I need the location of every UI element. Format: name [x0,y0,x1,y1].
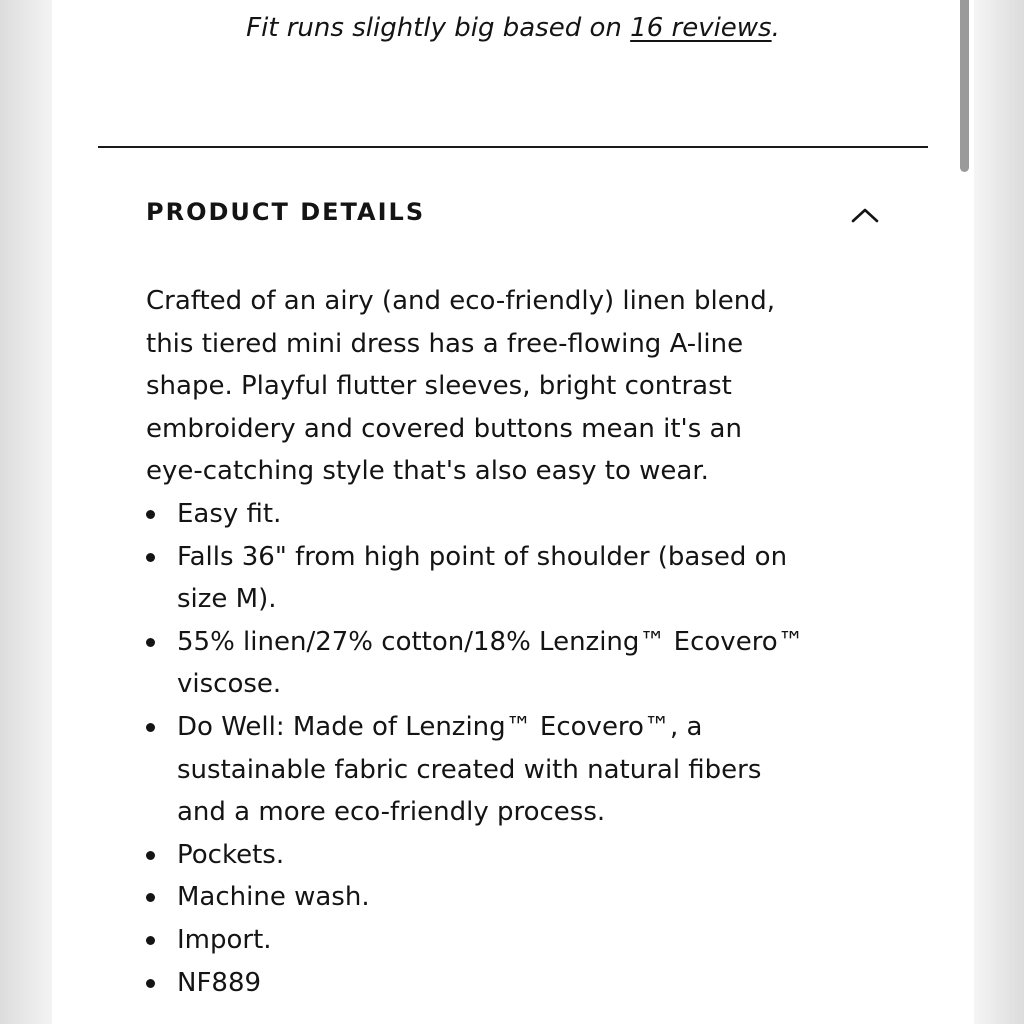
list-item: Do Well: Made of Lenzing™ Ecovero™, a sustainable fabric created with natural fibers and a more eco-friendly process. [146,706,836,834]
right-backdrop [974,0,1024,1024]
list-item: Falls 36" from high point of shoulder (based on size M). [146,536,836,621]
fit-note-prefix: Fit runs slightly big based on [246,13,631,43]
list-item: Easy fit. [146,493,836,536]
product-details-toggle[interactable] [146,188,886,240]
reviews-link[interactable]: 16 reviews [630,13,772,43]
list-item: NF889 [146,962,836,1005]
fit-note [52,11,974,45]
fit-note-suffix: . [771,13,780,43]
section-divider [98,146,928,148]
product-details-content [146,280,836,1004]
list-item: Machine wash. [146,876,836,919]
list-item: Import. [146,919,836,962]
left-backdrop [0,0,52,1024]
chevron-up-icon[interactable] [850,202,880,226]
list-item: Pockets. [146,834,836,877]
product-description: Crafted of an airy (and eco-friendly) linen blend, this tiered mini dress has a free-flowing A-line shape. Playful flutter sleeves, bright contrast embroidery and covered buttons mean it's an eye-catching style that's also easy to wear. [146,286,776,487]
list-item: 55% linen/27% cotton/18% Lenzing™ Ecovero™ viscose. [146,621,836,706]
details-list [146,493,836,1004]
section-title: PRODUCT DETAILS [146,198,426,226]
